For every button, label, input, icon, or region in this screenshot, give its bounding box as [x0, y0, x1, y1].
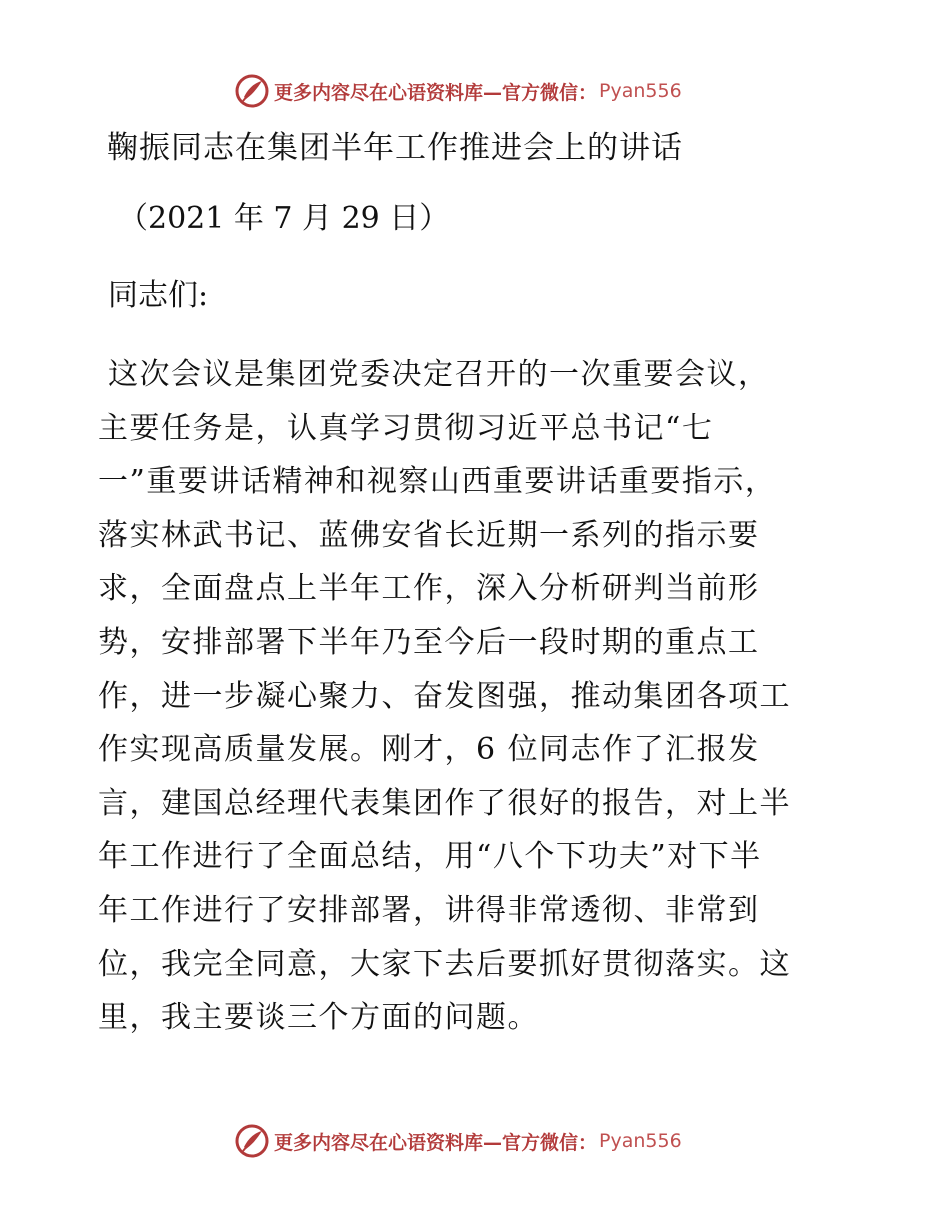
- document-title: 鞠振同志在集团半年工作推进会上的讲话: [107, 130, 683, 166]
- watermark-text: 更多内容尽在心语资料库—官方微信：: [274, 81, 598, 104]
- paragraph-line: 一”重要讲话精神和视察山西重要讲话重要指示，: [98, 464, 777, 500]
- paragraph-line: 主要任务是，认真学习贯彻习近平总书记“七: [98, 410, 714, 446]
- paragraph-line: 年工作进行了安排部署，讲得非常透彻、非常到: [98, 892, 760, 928]
- quill-circle-logo-icon: [234, 73, 270, 109]
- quill-circle-logo-icon: [234, 1123, 270, 1159]
- salutation: 同志们:: [108, 278, 209, 313]
- watermark-text: 更多内容尽在心语资料库—官方微信：: [274, 1131, 598, 1154]
- paragraph-line: 言，建国总经理代表集团作了很好的报告，对上半: [98, 785, 791, 821]
- paragraph-line: 年工作进行了全面总结，用“八个下功夫”对下半: [98, 839, 762, 875]
- paragraph-line: 位，我完全同意，大家下去后要抓好贯彻落实。这: [98, 946, 791, 982]
- paragraph-line: 落实林武书记、蓝佛安省长近期一系列的指示要: [98, 517, 760, 553]
- paragraph-line: 作实现高质量发展。刚才，6 位同志作了汇报发: [98, 732, 760, 768]
- paragraph-line: 这次会议是集团党委决定召开的一次重要会议，: [108, 357, 770, 392]
- document-date: （2021 年 7 月 29 日）: [118, 201, 450, 236]
- paragraph-line: 势，安排部署下半年乃至今后一段时期的重点工: [98, 624, 760, 660]
- watermark-header: [234, 71, 682, 111]
- watermark-footer: [234, 1121, 682, 1161]
- paragraph-line: 求，全面盘点上半年工作，深入分析研判当前形: [98, 571, 760, 607]
- watermark-account: Pyan556: [599, 80, 682, 102]
- paragraph-line: 里，我主要谈三个方面的问题。: [98, 1000, 539, 1036]
- body-paragraph: [98, 348, 858, 1045]
- watermark-account: Pyan556: [599, 1130, 682, 1152]
- paragraph-line: 作，进一步凝心聚力、奋发图强，推动集团各项工: [98, 678, 791, 714]
